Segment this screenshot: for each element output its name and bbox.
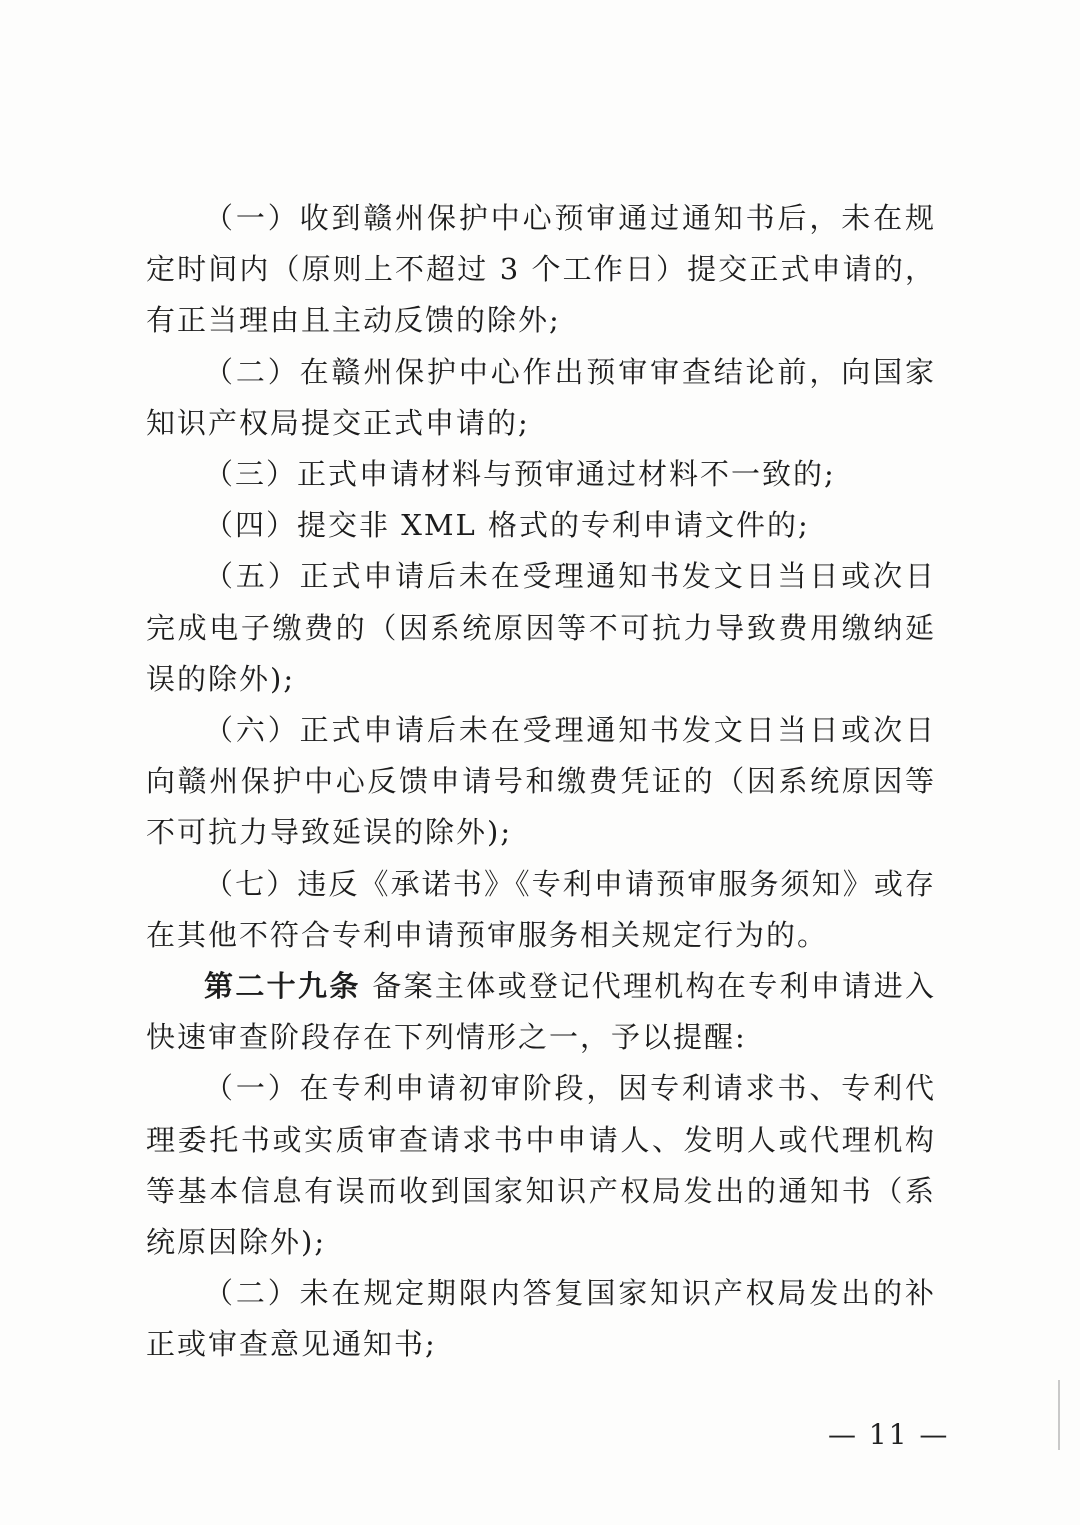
- article-heading: 第二十九条: [204, 969, 361, 1004]
- list-item: （四）提交非 XML 格式的专利申请文件的;: [204, 508, 810, 543]
- list-item: （一）在专利申请初审阶段，因专利请求书、专利代理委托书或实质审查请求书中申请人、发明人或代理机构等基本信息有误而收到国家知识产权局发出的通知书（系统原因除外);: [146, 1071, 936, 1260]
- list-item: （七）违反《承诺书》《专利申请预审服务须知》或存在其他不符合专利申请预审服务相关规定行为的。: [146, 866, 936, 952]
- scan-margin-mark: [1058, 1380, 1060, 1450]
- list-item: （六）正式申请后未在受理通知书发文日当日或次日向赣州保护中心反馈申请号和缴费凭证的（因系统原因等不可抗力导致延误的除外);: [146, 713, 936, 850]
- page-number: — 11 —: [828, 1418, 950, 1451]
- list-item: （三）正式申请材料与预审通过材料不一致的;: [204, 457, 836, 492]
- article-text: 备案主体或登记代理机构在专利申请进入快速审查阶段存在下列情形之一，予以提醒:: [146, 969, 936, 1055]
- list-item: （五）正式申请后未在受理通知书发文日当日或次日完成电子缴费的（因系统原因等不可抗力导致费用缴纳延误的除外);: [146, 559, 936, 696]
- list-item: （二）在赣州保护中心作出预审审查结论前，向国家知识产权局提交正式申请的;: [146, 354, 936, 440]
- document-body: [146, 193, 936, 1371]
- list-item: （一）收到赣州保护中心预审通过通知书后，未在规定时间内（原则上不超过 3 个工作日）提交正式申请的，有正当理由且主动反馈的除外;: [146, 201, 936, 338]
- article-29-paragraph: [146, 961, 936, 1063]
- list-item: （二）未在规定期限内答复国家知识产权局发出的补正或审查意见通知书;: [146, 1276, 936, 1362]
